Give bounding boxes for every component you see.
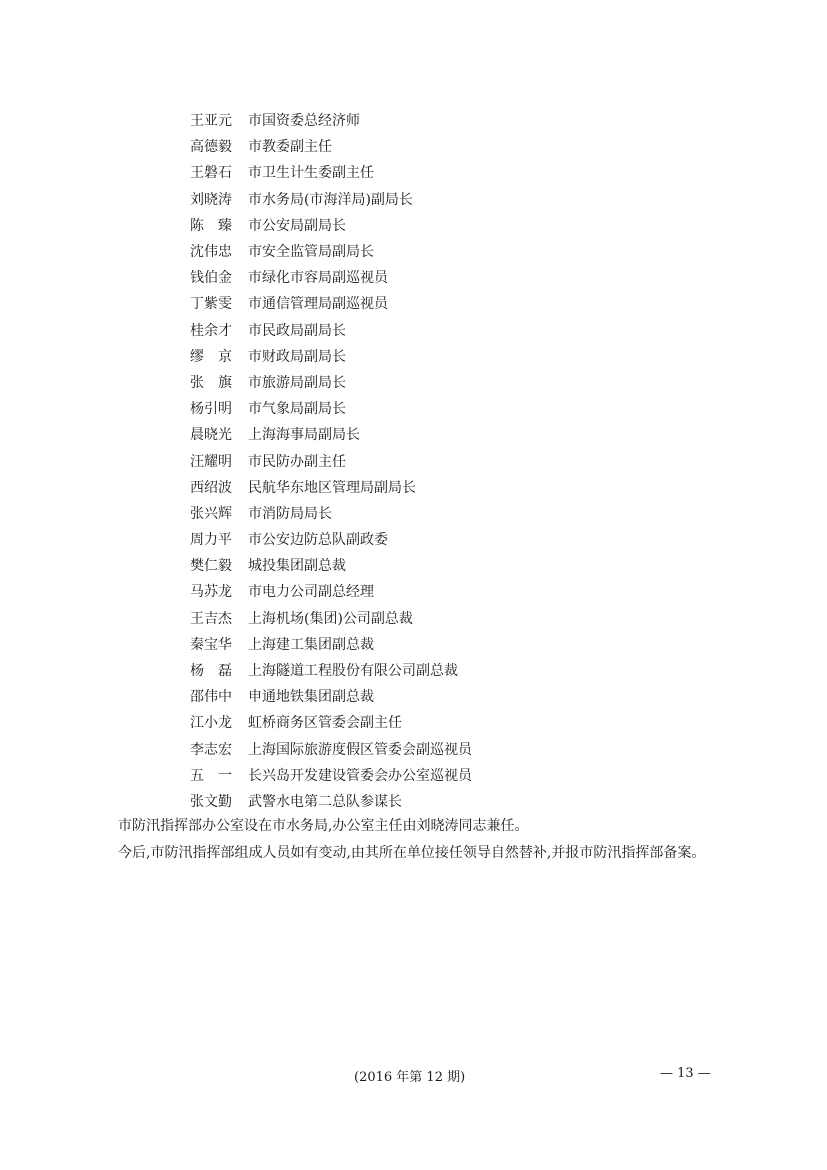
member-title: 上海机场(集团)公司副总裁: [248, 610, 413, 627]
member-row: [190, 709, 472, 735]
member-row: [190, 500, 472, 526]
member-title: 上海国际旅游度假区管委会副巡视员: [248, 741, 472, 758]
member-name: 汪耀明: [190, 453, 232, 470]
changes-note: 今后,市防汛指挥部组成人员如有变动,由其所在单位接任领导自然替补,并报市防汛指挥部备案。: [118, 845, 706, 861]
member-name: 缪 京: [190, 348, 232, 365]
member-row: [190, 264, 472, 290]
member-row: [190, 369, 472, 395]
member-title: 申通地铁集团副总裁: [248, 689, 374, 706]
member-title: 市水务局(市海洋局)副局长: [248, 191, 413, 208]
member-row: [190, 788, 472, 814]
member-title: 市公安局副局长: [248, 217, 346, 234]
member-row: [190, 107, 472, 133]
member-name: 王吉杰: [190, 610, 232, 627]
member-title: 市国资委总经济师: [248, 113, 360, 130]
member-name: 王亚元: [190, 113, 232, 130]
member-name: 邵伟中: [190, 689, 232, 706]
member-name: 杨 磊: [190, 663, 232, 680]
member-name: 晨晓光: [190, 427, 232, 444]
member-title: 市民防办副主任: [248, 453, 346, 470]
member-row: [190, 762, 472, 788]
member-title: 市消防局局长: [248, 505, 332, 522]
member-row: [190, 447, 472, 473]
member-title: 市财政局副局长: [248, 348, 346, 365]
member-row: [190, 317, 472, 343]
member-row: [190, 238, 472, 264]
member-row: [190, 421, 472, 447]
member-title: 市安全监管局副局长: [248, 244, 374, 261]
member-name: 陈 臻: [190, 217, 232, 234]
member-name: 张 旗: [190, 374, 232, 391]
member-title: 市公安边防总队副政委: [248, 532, 388, 549]
member-title: 民航华东地区管理局副局长: [248, 479, 416, 496]
member-name: 周力平: [190, 532, 232, 549]
member-title: 市绿化市容局副巡视员: [248, 270, 388, 287]
member-name: 江小龙: [190, 715, 232, 732]
member-title: 市通信管理局副巡视员: [248, 296, 388, 313]
member-name: 高德毅: [190, 139, 232, 156]
member-row: [190, 736, 472, 762]
member-list: [190, 107, 472, 814]
issue-label: (2016 年第 12 期): [354, 1070, 466, 1085]
member-title: 虹桥商务区管委会副主任: [248, 715, 402, 732]
member-name: 桂余才: [190, 322, 232, 339]
member-name: 刘晓涛: [190, 191, 232, 208]
member-row: [190, 159, 472, 185]
member-title: 上海建工集团副总裁: [248, 636, 374, 653]
member-name: 李志宏: [190, 741, 232, 758]
member-row: [190, 657, 472, 683]
member-name: 张兴辉: [190, 505, 232, 522]
member-row: [190, 552, 472, 578]
member-row: [190, 605, 472, 631]
member-row: [190, 343, 472, 369]
member-title: 市电力公司副总经理: [248, 584, 374, 601]
member-name: 张文勤: [190, 793, 232, 810]
member-row: [190, 186, 472, 212]
member-row: [190, 474, 472, 500]
member-row: [190, 395, 472, 421]
member-name: 西绍波: [190, 479, 232, 496]
member-title: 上海隧道工程股份有限公司副总裁: [248, 663, 458, 680]
member-name: 樊仁毅: [190, 558, 232, 575]
member-name: 秦宝华: [190, 636, 232, 653]
member-name: 钱伯金: [190, 270, 232, 287]
page-number: — 13 —: [660, 1066, 711, 1081]
member-name: 杨引明: [190, 401, 232, 418]
member-title: 市卫生计生委副主任: [248, 165, 374, 182]
member-title: 上海海事局副局长: [248, 427, 360, 444]
member-title: 长兴岛开发建设管委会办公室巡视员: [248, 767, 472, 784]
member-name: 丁紫雯: [190, 296, 232, 313]
member-row: [190, 578, 472, 604]
member-title: 城投集团副总裁: [248, 558, 346, 575]
member-title: 市气象局副局长: [248, 401, 346, 418]
member-title: 市民政局副局长: [248, 322, 346, 339]
member-row: [190, 133, 472, 159]
member-name: 马苏龙: [190, 584, 232, 601]
office-note: 市防汛指挥部办公室设在市水务局,办公室主任由刘晓涛同志兼任。: [118, 818, 529, 834]
member-row: [190, 212, 472, 238]
member-name: 沈伟忠: [190, 244, 232, 261]
member-row: [190, 290, 472, 316]
member-row: [190, 631, 472, 657]
member-title: 市旅游局副局长: [248, 374, 346, 391]
member-row: [190, 683, 472, 709]
member-name: 王磐石: [190, 165, 232, 182]
member-row: [190, 526, 472, 552]
member-name: 五 一: [190, 767, 232, 784]
member-title: 市教委副主任: [248, 139, 332, 156]
member-title: 武警水电第二总队参谋长: [248, 793, 402, 810]
